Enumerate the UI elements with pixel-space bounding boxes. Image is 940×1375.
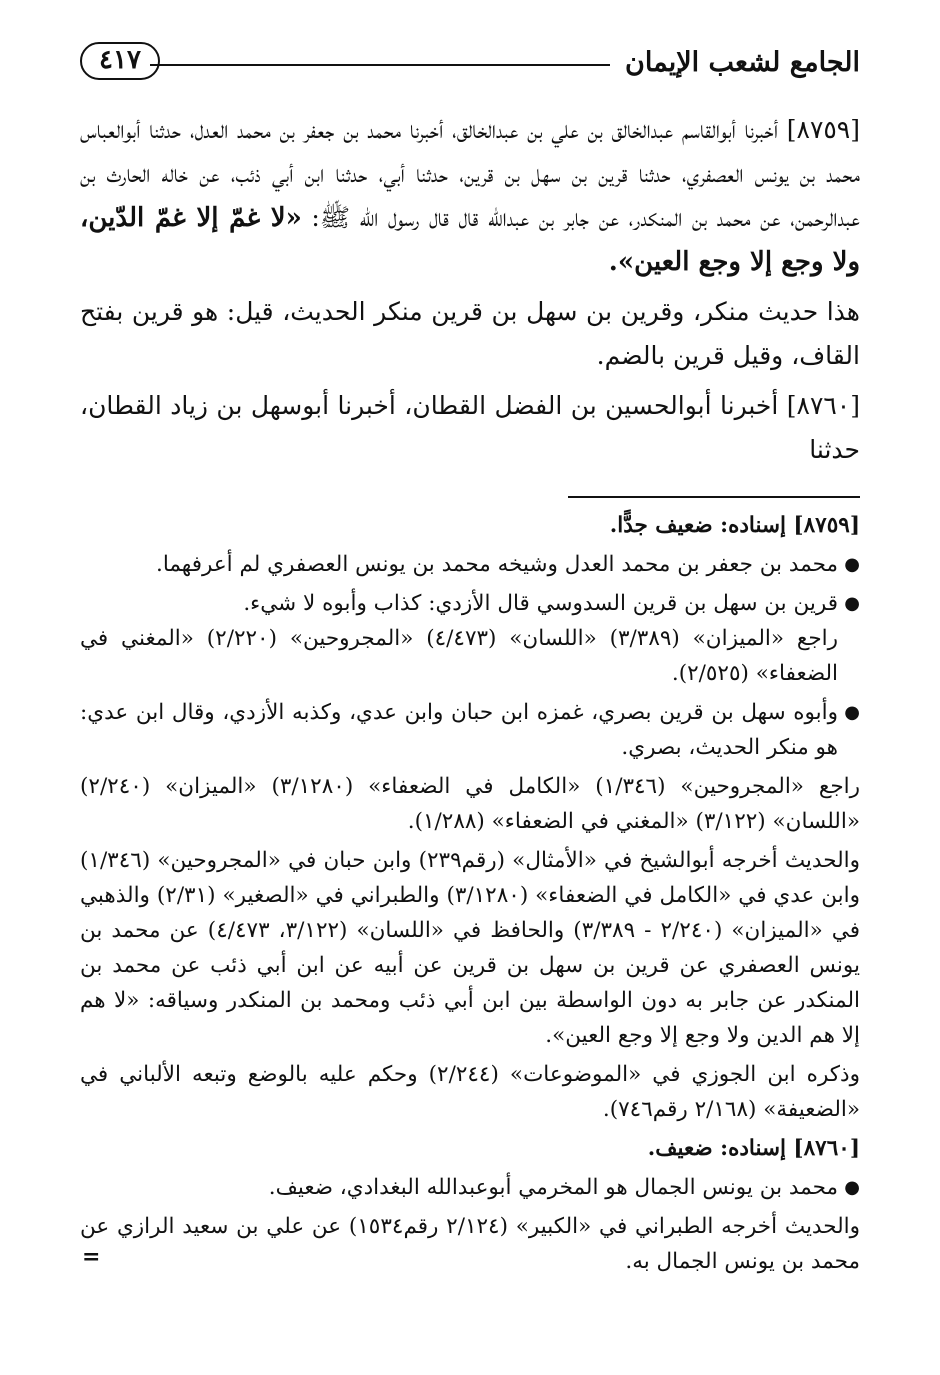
bullet-text: وأبوه سهل بن قرين بصري، غمزه ابن حبان وابن عدي، وكذبه الأزدي، وقال ابن عدي: هو منكر الحديث، بصري. bbox=[80, 700, 838, 760]
hadith-matn: «لا غمّ إلا غمّ الدّين، ولا وجع إلا وجع العين». bbox=[80, 203, 860, 277]
continuation-mark: = bbox=[82, 1244, 101, 1270]
footnote-separator bbox=[568, 496, 860, 498]
page-header bbox=[80, 40, 860, 90]
footnote-references: راجع «المجروحين» (١/٣٤٦) «الكامل في الضعفاء» (٣/١٢٨٠) «الميزان» (٢/٢٤٠) «اللسان» (٣/١٢٢) «المغني في الضعفاء» (١/٢٨٨). bbox=[80, 774, 860, 834]
hadith-isnad: أخبرنا أبوالقاسم عبدالخالق بن علي بن عبدالخالق، أخبرنا محمد بن جعفر بن محمد العدل، حدثنا أبوالعباس محمد بن يونس العصفري، حدثنا قرين بن سهل بن قرين، حدثنا أبي، حدثنا ابن أبي ذئب، عن خاله الحارث بن عبدالرحمن، عن محمد بن المنكدر، عن جابر بن عبدالله قال قال رسول الله ﷺ: bbox=[80, 115, 860, 232]
footnote-jawzi: وذكره ابن الجوزي في «الموضوعات» (٢/٢٤٤) وحكم عليه بالوضع وتبعه الألباني في «الضعيفة» (٢/١٦٨ رقم٧٤٦). bbox=[80, 1062, 861, 1122]
hadith-8759 bbox=[80, 108, 860, 284]
bullet-text: محمد بن جعفر بن محمد العدل وشيخه محمد بن يونس العصفري لم أعرفهما. bbox=[155, 552, 838, 577]
footnote-heading-8759: [٨٧٥٩] إسناده: ضعيف جدًّا. bbox=[609, 513, 860, 538]
footnotes bbox=[80, 508, 860, 1283]
main-text bbox=[80, 108, 860, 478]
footnote-takhrij: والحديث أخرجه أبوالشيخ في «الأمثال» (رقم٢٣٩) وابن حبان في «المجروحين» (١/٣٤٦) وابن عدي في «الكامل في الضعفاء» (٣/١٢٨٠) والطبراني في «الصغير» (٢/٣١) والذهبي في «الميزان» (٢/٢٤٠ - ٣/٣٨٩) والحافظ في «اللسان» (٣/١٢٢، ٤/٤٧٣) عن محمد بن يونس العصفري عن قرين بن سهل بن قرين عن أبيه عن ابن أبي ذئب عن محمد بن المنكدر عن جابر به دون الواسطة بين ابن أبي ذئب ومحمد بن المنكدر وسياقه: «لا هم إلا هم الدين ولا وجع إلا وجع العين». bbox=[80, 848, 860, 1048]
hadith-number: [٨٧٥٩] bbox=[786, 115, 860, 144]
bullet-icon: ● bbox=[844, 1177, 860, 1198]
author-comment: هذا حديث منكر، وقرين بن سهل بن قرين منكر الحديث، قيل: هو قرين بفتح القاف، وقيل قرين بالضم. bbox=[80, 297, 860, 370]
bullet-text: محمد بن يونس الجمال هو المخرمي أبوعبدالله البغدادي، ضعيف. bbox=[268, 1175, 838, 1200]
running-title: الجامع لشعب الإيمان bbox=[625, 47, 860, 78]
bullet-text: قرين بن سهل بن قرين السدوسي قال الأزدي: كذاب وأبوه لا شيء. bbox=[243, 591, 838, 616]
page-number: ٤١٧ bbox=[80, 42, 160, 80]
header-rule bbox=[150, 64, 610, 66]
footnote-heading-8760: [٨٧٦٠] إسناده: ضعيف. bbox=[647, 1136, 860, 1161]
footnote-takhrij: والحديث أخرجه الطبراني في «الكبير» (٢/١٢٤ رقم١٥٣٤) عن علي بن سعيد الرازي عن محمد بن يونس الجمال به. bbox=[80, 1214, 860, 1274]
hadith-number: [٨٧٦٠] bbox=[786, 391, 860, 420]
hadith-8760 bbox=[80, 384, 860, 472]
footnote-bullet bbox=[80, 547, 860, 582]
bullet-icon: ● bbox=[844, 593, 860, 614]
hadith-isnad: أخبرنا أبوالحسين بن الفضل القطان، أخبرنا أبوسهل بن زياد القطان، حدثنا bbox=[80, 391, 860, 464]
footnote-bullet bbox=[80, 1170, 860, 1205]
bullet-references: راجع «الميزان» (٣/٣٨٩) «اللسان» (٤/٤٧٣) «المجروحين» (٢/٢٢٠) «المغني في الضعفاء» (٢/٥٢٥). bbox=[80, 626, 838, 686]
footnote-bullet bbox=[80, 695, 860, 765]
bullet-icon: ● bbox=[844, 554, 860, 575]
bullet-icon: ● bbox=[844, 702, 860, 723]
footnote-bullet bbox=[80, 586, 860, 691]
